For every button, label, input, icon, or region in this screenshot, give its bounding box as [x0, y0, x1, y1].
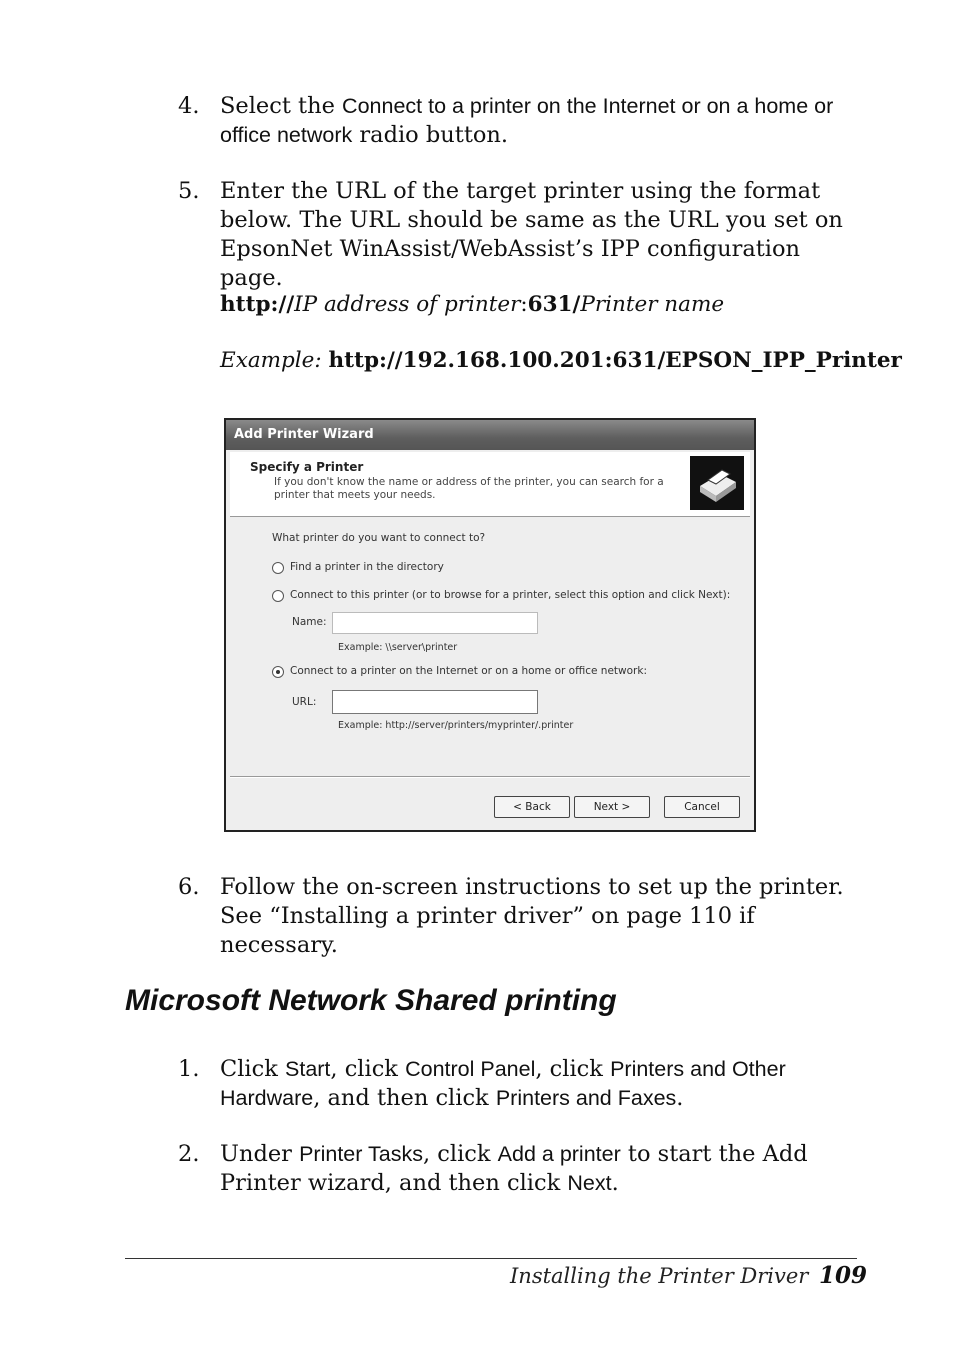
radio-find-printer[interactable]	[272, 562, 284, 574]
step-text: Click Start, click Control Panel, click Printers and Other Hardware, and then click Printers and Faxes.	[220, 1056, 786, 1111]
step-6	[178, 873, 858, 960]
cancel-button[interactable]: Cancel	[664, 796, 740, 818]
next-button[interactable]: Next >	[574, 796, 650, 818]
footer-rule	[125, 1258, 857, 1259]
url-example: Example: http://192.168.100.201:631/EPSON_IPP_Printer	[220, 348, 902, 373]
section-heading: Microsoft Network Shared printing	[125, 984, 617, 1017]
name-example: Example: \\server\printer	[338, 642, 458, 653]
url-label: URL:	[292, 696, 317, 708]
footer-title: Installing the Printer Driver	[510, 1264, 809, 1288]
ui-term: Connect to a printer on the Internet or on a home or office network	[220, 94, 834, 147]
divider	[230, 776, 750, 778]
question-label: What printer do you want to connect to?	[272, 532, 486, 544]
name-label: Name:	[292, 616, 327, 628]
dialog-title: Add Printer Wizard	[226, 420, 754, 450]
step-1	[178, 1055, 858, 1113]
page-number: 109	[819, 1262, 868, 1289]
step-number: 4.	[178, 93, 200, 119]
header-subtitle: If you don't know the name or address of the printer, you can search for a printer that meets your needs.	[274, 476, 664, 501]
dialog-header	[230, 452, 750, 517]
step-text: Under Printer Tasks, click Add a printer to start the Add Printer wizard, and then click Next.	[220, 1141, 808, 1196]
url-input[interactable]	[332, 690, 538, 714]
url-format: http://IP address of printer:631/Printer name	[220, 292, 725, 317]
step-5	[178, 177, 858, 293]
step-text: Enter the URL of the target printer using the format below. The URL should be same as the URL you set on EpsonNet WinAssist/WebAssist’s IPP configuration page.	[220, 178, 843, 291]
step-text: Follow the on-screen instructions to set up the printer. See “Installing a printer driver” on page 110 if necessary.	[220, 874, 844, 958]
step-text: Select the Connect to a printer on the Internet or on a home or office network radio button.	[220, 93, 834, 148]
radio-internet-printer[interactable]	[272, 666, 284, 678]
option-internet-label: Connect to a printer on the Internet or on a home or office network:	[290, 665, 647, 677]
back-button[interactable]: < Back	[494, 796, 570, 818]
step-number: 6.	[178, 874, 200, 900]
step-number: 1.	[178, 1056, 200, 1082]
option-connect-label: Connect to this printer (or to browse for a printer, select this option and click Next):	[290, 589, 731, 601]
step-2	[178, 1140, 858, 1198]
printer-icon	[690, 456, 744, 510]
header-title: Specify a Printer	[250, 460, 364, 474]
radio-connect-printer[interactable]	[272, 590, 284, 602]
option-find-label: Find a printer in the directory	[290, 561, 444, 573]
step-4	[178, 92, 858, 150]
add-printer-wizard-screenshot	[224, 418, 756, 832]
url-example: Example: http://server/printers/myprinter/.printer	[338, 720, 574, 731]
step-number: 5.	[178, 178, 200, 204]
step-number: 2.	[178, 1141, 200, 1167]
name-input[interactable]	[332, 612, 538, 634]
